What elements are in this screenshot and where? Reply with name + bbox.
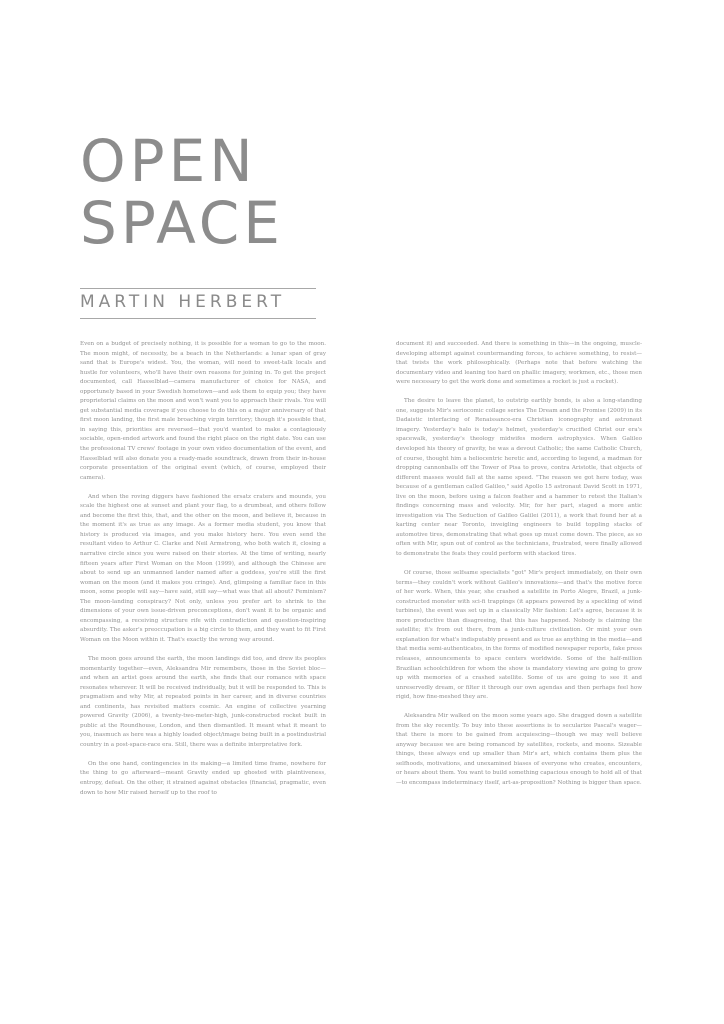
article-title xyxy=(80,127,284,257)
left-paragraph-2: And when the roving diggers have fashioned the ersatz craters and mounds, you scale the highest one at sunset and plant your flag, to a drumbeat, and others follow and become the first this, that, and the other on the moon, and believe it, because in the moment it's as true as any image. As a former media student, you know that history is produced via images, and you make history here. You even send the resultant video to Arthur C. Clarke and Neil Armstrong, who both watch it, closing a narrative circle since you were raised on their stories. At the time of writing, nearly fifteen years after First Woman on the Moon (1999), and although the Chinese are about to send up an unmanned lander named after a goddess, you're still the first woman on the moon (and it makes you cringe). And, glimpsing a familiar face in this moon, some people will say—have said, still say—what was that all about? Feminism? The moon-landing conspiracy? Not only, unless you prefer art to shrink to the dimensions of your own issue-driven preconceptions, don't want it to be organic and encompassing, a receiving structure rife with contradiction and question-inspiring absurdity. The asker's preoccupation is a big circle to them, and they want to fit First Woman on the Moon within it. That's exactly the wrong way around. xyxy=(80,493,326,643)
left-paragraph-1: Even on a budget of precisely nothing, it is possible for a woman to go to the moon. The moon might, of necessity, be a beach in the Netherlands: a lunar span of gray sand that is Europe's widest. You, the woman, will need to sweet-talk locals and hustle for volunteers, who'll have their own reasons for joining in. To get the project documented, call Hasselblad—camera manufacturer of choice for NASA, and opportunely based in your Swedish hometown—and ask them to equip you; they have proprietorial claims on the moon and won't want you to approach their rivals. You will get substantial media coverage if you choose to do this on a major anniversary of that first moon landing, the first male broaching virgin territory; though it's possible that, in saying this, priorities are reversed—that you'd wanted to make a contagiously sociable, open-ended artwork and found the right place on the right date. You can use the professional TV crews' footage in your own video documentation of the event, and Hasselblad will also donate you a ready-made soundtrack, drawn from their in-house corporate presentation of the original event (which, of course, employed their camera). xyxy=(80,341,326,481)
title-line-1: OPEN xyxy=(80,127,257,195)
right-column xyxy=(396,340,642,798)
left-column xyxy=(80,340,326,808)
bottom-divider xyxy=(80,318,316,319)
left-paragraph-3: The moon goes around the earth, the moon landings did too, and drew its peoples momentarily together—even, Aleksandra Mir remembers, those in the Soviet bloc—and when an artist goes around the earth, she finds that our romance with space resonates wherever. It will be received individually, but it will be responded to. This is pragmatism and why Mir, at repeated points in her career, and in diverse countries and continents, has revisited matters cosmic. An engine of collective yearning powered Gravity (2006), a twenty-two-meter-high, junk-constructed rocket built in public at the Roundhouse, London, and then dismantled. It meant what it meant to you, inasmuch as here was a highly loaded object/image being built in a postindustrial country in a post-space-race era. Still, there was a definite interpretative fork. xyxy=(80,655,326,748)
right-paragraph-3: Of course, those selfsame specialists "got" Mir's project immediately, on their own terms—they couldn't work without Galileo's innovations—and that's the motive force of her work. When, this year, she crashed a satellite in Porto Alegre, Brazil, a junk-constructed monster with sci-fi trappings (it appears powered by a speckling of wind turbines), the event was set up in a classically Mir fashion: Let's agree, because it is more productive than disagreeing, that this has happened. Nobody is claiming the satellite; it's from out there, from a junk-culture civilization. Or mint your own explanation for what's indisputably present and as true as anything in the media—and that media semi-authenticates, in the forms of modified newspaper reports, fake press releases, announcements to space centers worldwide. Some of the half-million Brazilian schoolchildren for whom the show is mandatory viewing are going to grow up with memories of a crashed satellite. Some of us are going to see it and unreservedly dream, or filter it through our own agendas and then perhaps feel how rigid, how fine-meshed they are. xyxy=(396,570,642,701)
right-paragraph-2: The desire to leave the planet, to outstrip earthly bonds, is also a long-standing one, suggests Mir's seriocomic collage series The Dream and the Promise (2009) in its Dadaistic interfacing of Renaissance-era Christian iconography and astronaut imagery. Yesterday's halo is today's helmet, yesterday's crucified Christ our era's spacewalk, yesterday's theology midwifes modern astrophysics. When Galileo developed his theory of gravity, he was a devout Catholic; the same Catholic Church, of course, thought him a heliocentric heretic and, according to legend, a madman for dropping cannonballs off the Tower of Pisa to prove, contra Aristotle, that objects of different masses would fall at the same speed. "The reason we got here today, was because of a gentleman called Galileo," said Apollo 15 astronaut David Scott in 1971, live on the moon, before using a falcon feather and a hammer to retest the Italian's findings concerning mass and velocity. Mir, for her part, staged a more antic investigation via The Seduction of Galileo Galilei (2011), a work that found her at a karting center near Toronto, inveigling engineers to build toppling stacks of automotive tires, demonstrating that what goes up must come down. The piece, as so often with Mir, spun out of control as the technicians, frustrated, were finally allowed to demonstrate the feats they could perform with stacked tires. xyxy=(396,398,642,557)
left-paragraph-4: On the one hand, contingencies in its making—a limited time frame, nowhere for the thing to go afterward—meant Gravity ended up ghosted with plaintiveness, entropy, defeat. On the other, it strained against obstacles (financial, pragmatic, even down to how Mir raised herself up to the roof to xyxy=(80,760,326,796)
right-paragraph-4: Aleksandra Mir walked on the moon some years ago. She dragged down a satellite from the sky recently. To buy into these assertions is to secularize Pascal's wager—that there is more to be gained from acquiescing—though we may well believe anyway because we are being romanced by satellites, rockets, and moons. Sizeable things, these always end up smaller than Mir's art, which contains them plus the selfhoods, motivations, and unexamined biases of everyone who creates, encounters, or hears about them. You want to build something capacious enough to hold all of that—to encompass indeterminacy itself, art-as-proposition? Nothing is bigger than space. xyxy=(396,713,642,787)
title-line-2: SPACE xyxy=(80,189,284,257)
author-name: MARTIN HERBERT xyxy=(80,292,286,312)
right-paragraph-1: document it) and succeeded. And there is something in this—in the ongoing, muscle-developing attempt against countermanding forces, to achieve something, to resist—that twists the work philosophically. (Perhaps note that before watching the documentary video and leaning too hard on phallic imagery, workmen, etc., those men were necessary to get the work done and sometimes a rocket is just a rocket). xyxy=(396,341,642,386)
top-divider xyxy=(80,288,316,289)
